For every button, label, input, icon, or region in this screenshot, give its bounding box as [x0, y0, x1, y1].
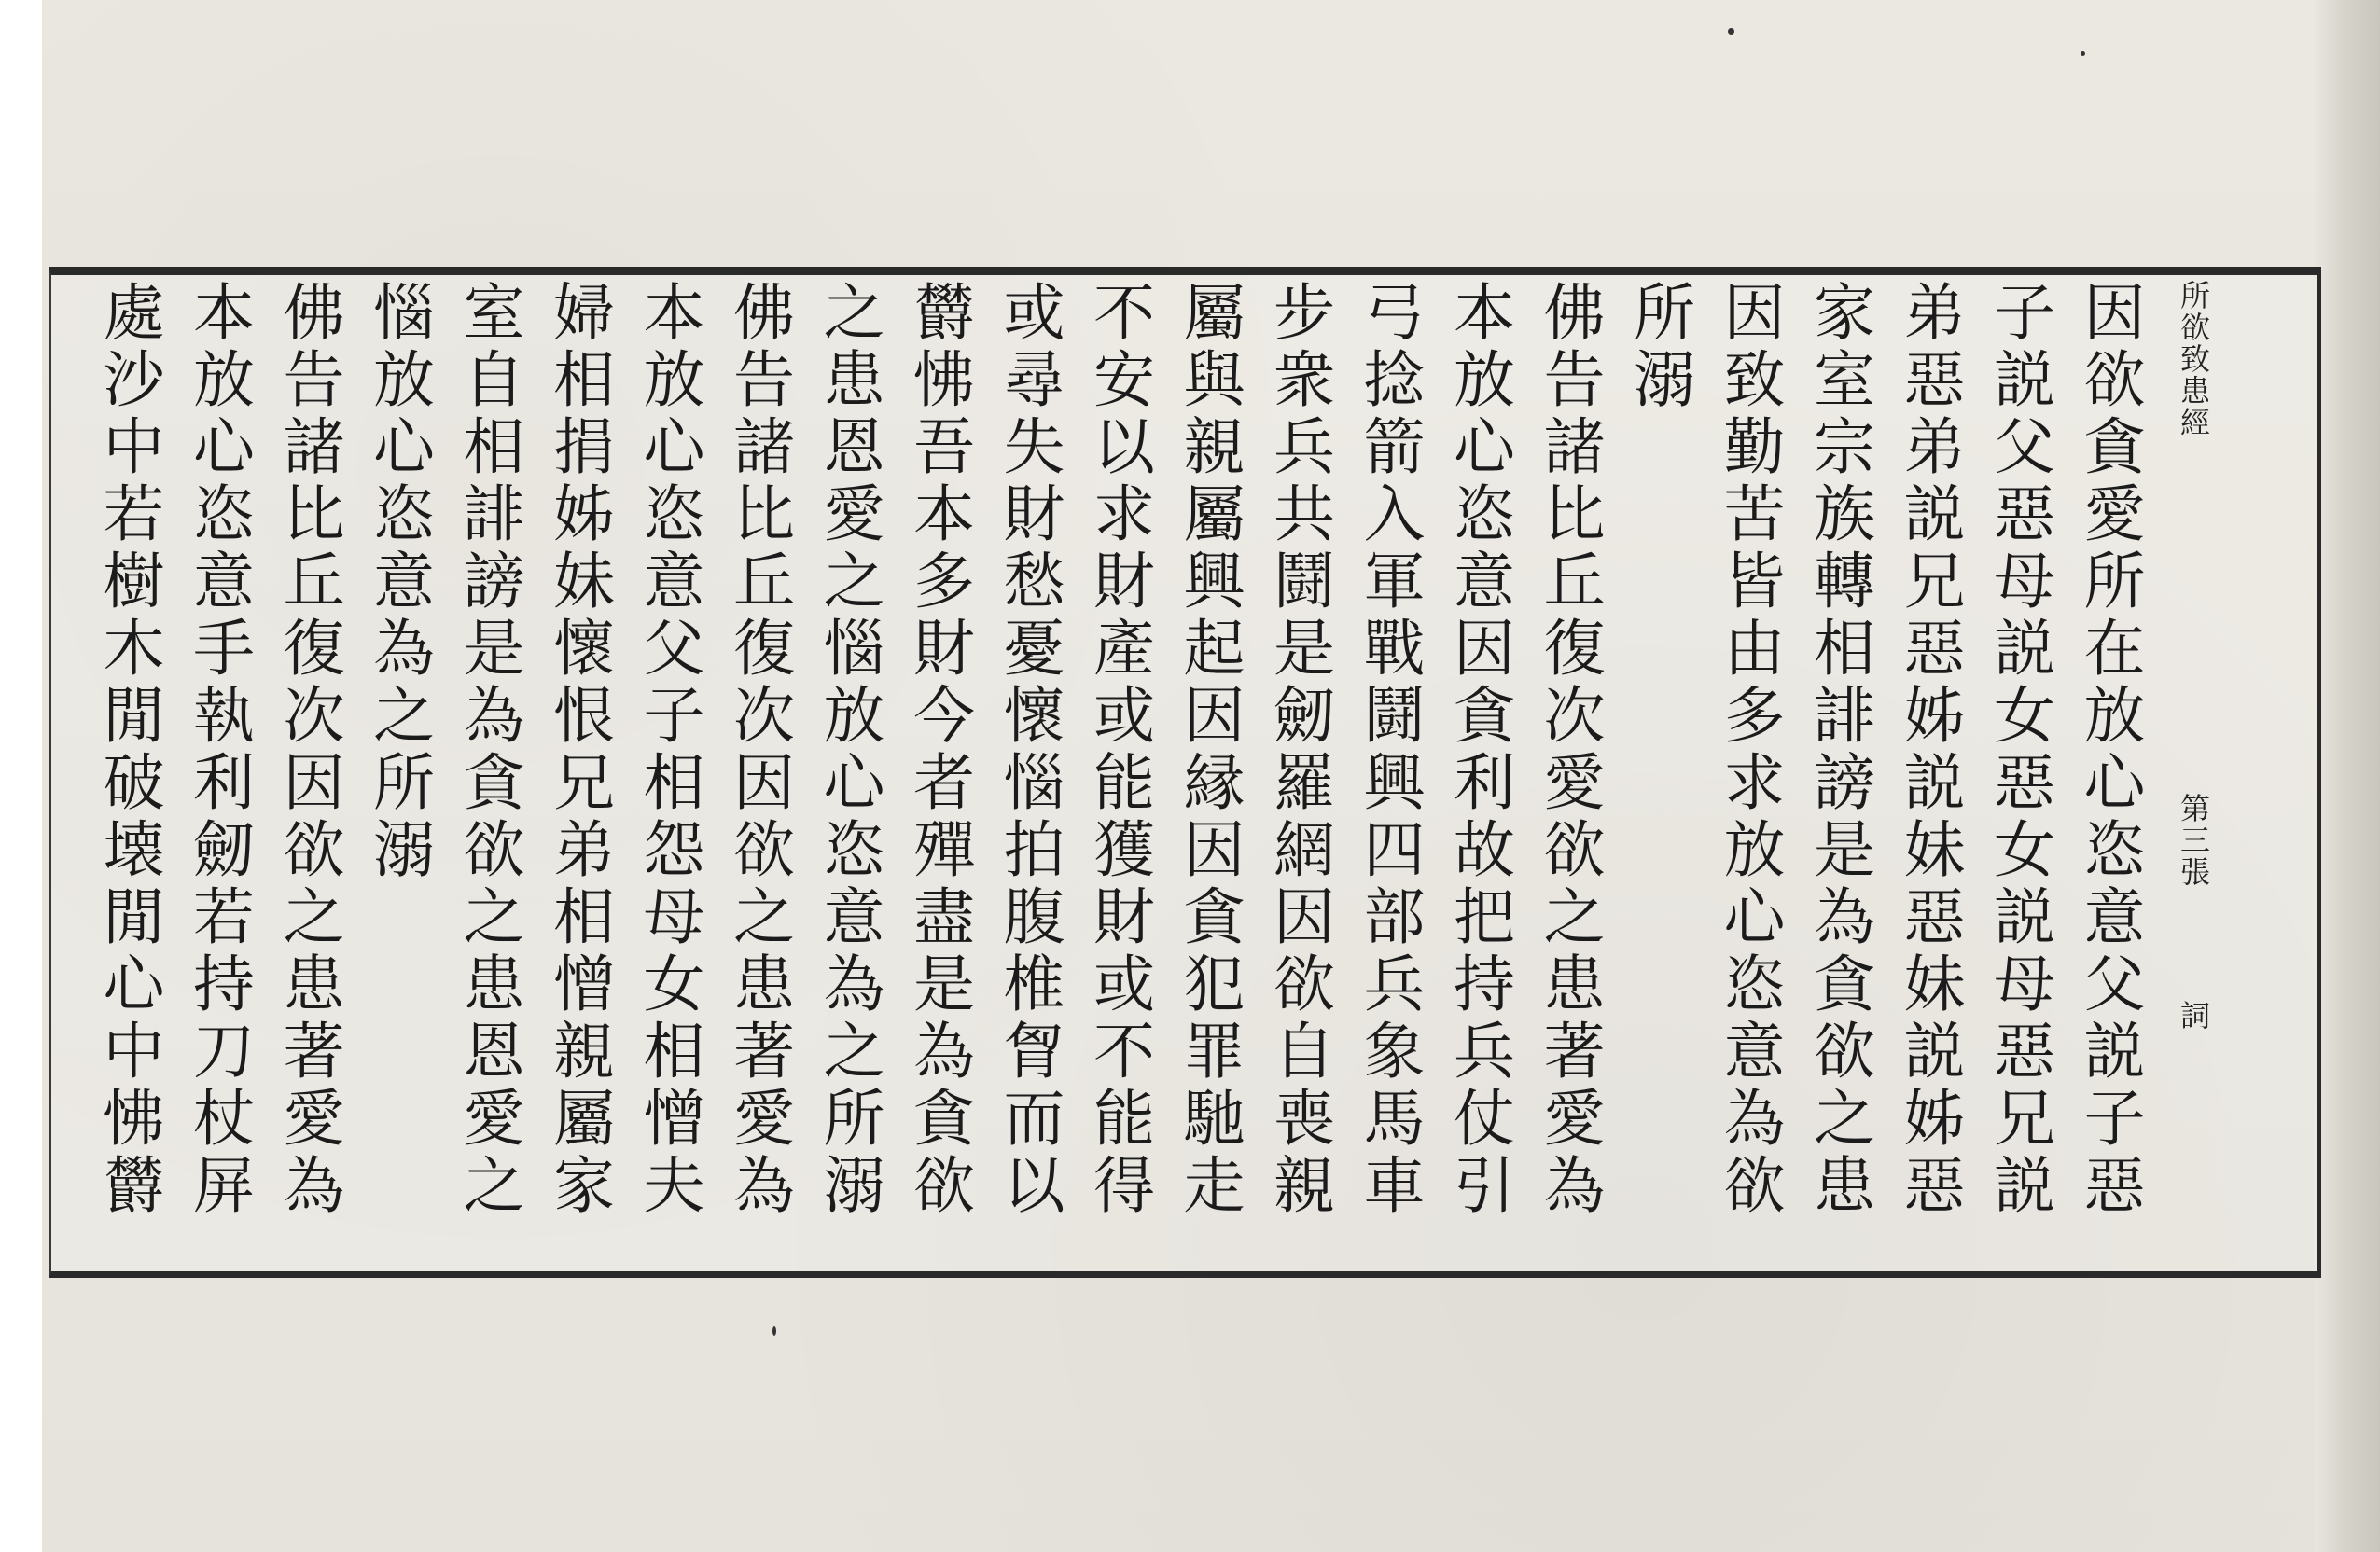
column-text: 因致勤苦皆由多求放心恣意為欲 [1713, 280, 1785, 1220]
text-column [1882, 280, 1975, 1250]
column-text: 惱放心恣意為之所溺 [362, 280, 435, 884]
column-text: 子説父惡母説女惡女説母惡兄説 [1983, 280, 2055, 1220]
text-column [172, 280, 265, 1250]
text-column [621, 280, 715, 1250]
text-column [892, 280, 985, 1250]
text-column [1972, 280, 2066, 1250]
text-column [801, 280, 895, 1250]
text-column [1162, 280, 1255, 1250]
text-column [2062, 280, 2155, 1250]
column-text: 所溺 [1622, 280, 1695, 414]
column-text: 佛告諸比丘復次因欲之患著愛為 [272, 280, 344, 1220]
column-text: 家室宗族轉相誹謗是為貪欲之患 [1802, 280, 1875, 1220]
column-text: 室自相誹謗是為貪欲之患恩愛之 [452, 280, 524, 1220]
text-column [1342, 280, 1435, 1250]
text-column [352, 280, 445, 1250]
text-column [1702, 280, 1795, 1250]
margin-title: 所欲致患經 [2176, 280, 2211, 438]
text-column [1522, 280, 1615, 1250]
text-column [1072, 280, 1165, 1250]
margin-column [2211, 499, 2267, 1338]
column-text: 本放心恣意手執利劒若持刀杖屏 [182, 280, 255, 1220]
column-text: 不安以求財產或能獲財或不能得 [1082, 280, 1155, 1220]
column-text: 佛告諸比丘復次愛欲之患著愛為 [1533, 280, 1605, 1220]
text-column [981, 280, 1075, 1250]
text-column [1792, 280, 1886, 1250]
column-text: 婦相捐姊妹懷恨兄弟相憎親屬家 [542, 280, 615, 1220]
text-column [441, 280, 535, 1250]
column-text: 之患恩愛之惱放心恣意為之所溺 [813, 280, 884, 1220]
column-text: 弟惡弟説兄惡姊説妹惡妹説姊惡 [1893, 280, 1965, 1220]
column-text: 欝怫吾本多財今者殫盡是為貪欲 [902, 280, 975, 1220]
column-text: 處沙中若樹木閒破壊閒心中怫欝 [92, 280, 164, 1220]
margin-page-number: 第三張 [2176, 793, 2211, 888]
text-column [712, 280, 805, 1250]
ink-speck [1728, 28, 1734, 35]
column-text: 本放心恣意父子相怨母女相憎夫 [633, 280, 704, 1220]
column-text: 或尋失財愁憂懷惱拍腹椎胷而以 [993, 280, 1065, 1220]
text-column [261, 280, 355, 1250]
column-text: 屬與親屬興起因縁因貪犯罪馳走 [1173, 280, 1245, 1220]
ink-speck [2081, 51, 2085, 56]
column-text: 弓捻箭入軍戰鬪興四部兵象馬車 [1353, 280, 1425, 1220]
column-text: 本放心恣意因貪利故把持兵仗引 [1442, 280, 1515, 1220]
column-text: 步衆兵共鬪是劒羅網因欲自喪親 [1262, 280, 1335, 1220]
text-column [1612, 280, 1705, 1250]
text-column [532, 280, 625, 1250]
page-edge [2315, 0, 2380, 1552]
ink-speck [772, 1326, 776, 1336]
text-column [81, 280, 174, 1250]
text-column [1252, 280, 1345, 1250]
text-column [1432, 280, 1525, 1250]
column-text: 因欲貪愛所在放心恣意父説子惡 [2073, 280, 2145, 1220]
margin-mark: 詞 [2176, 1000, 2211, 1030]
column-text: 佛告諸比丘復次因欲之患著愛為 [722, 280, 795, 1220]
